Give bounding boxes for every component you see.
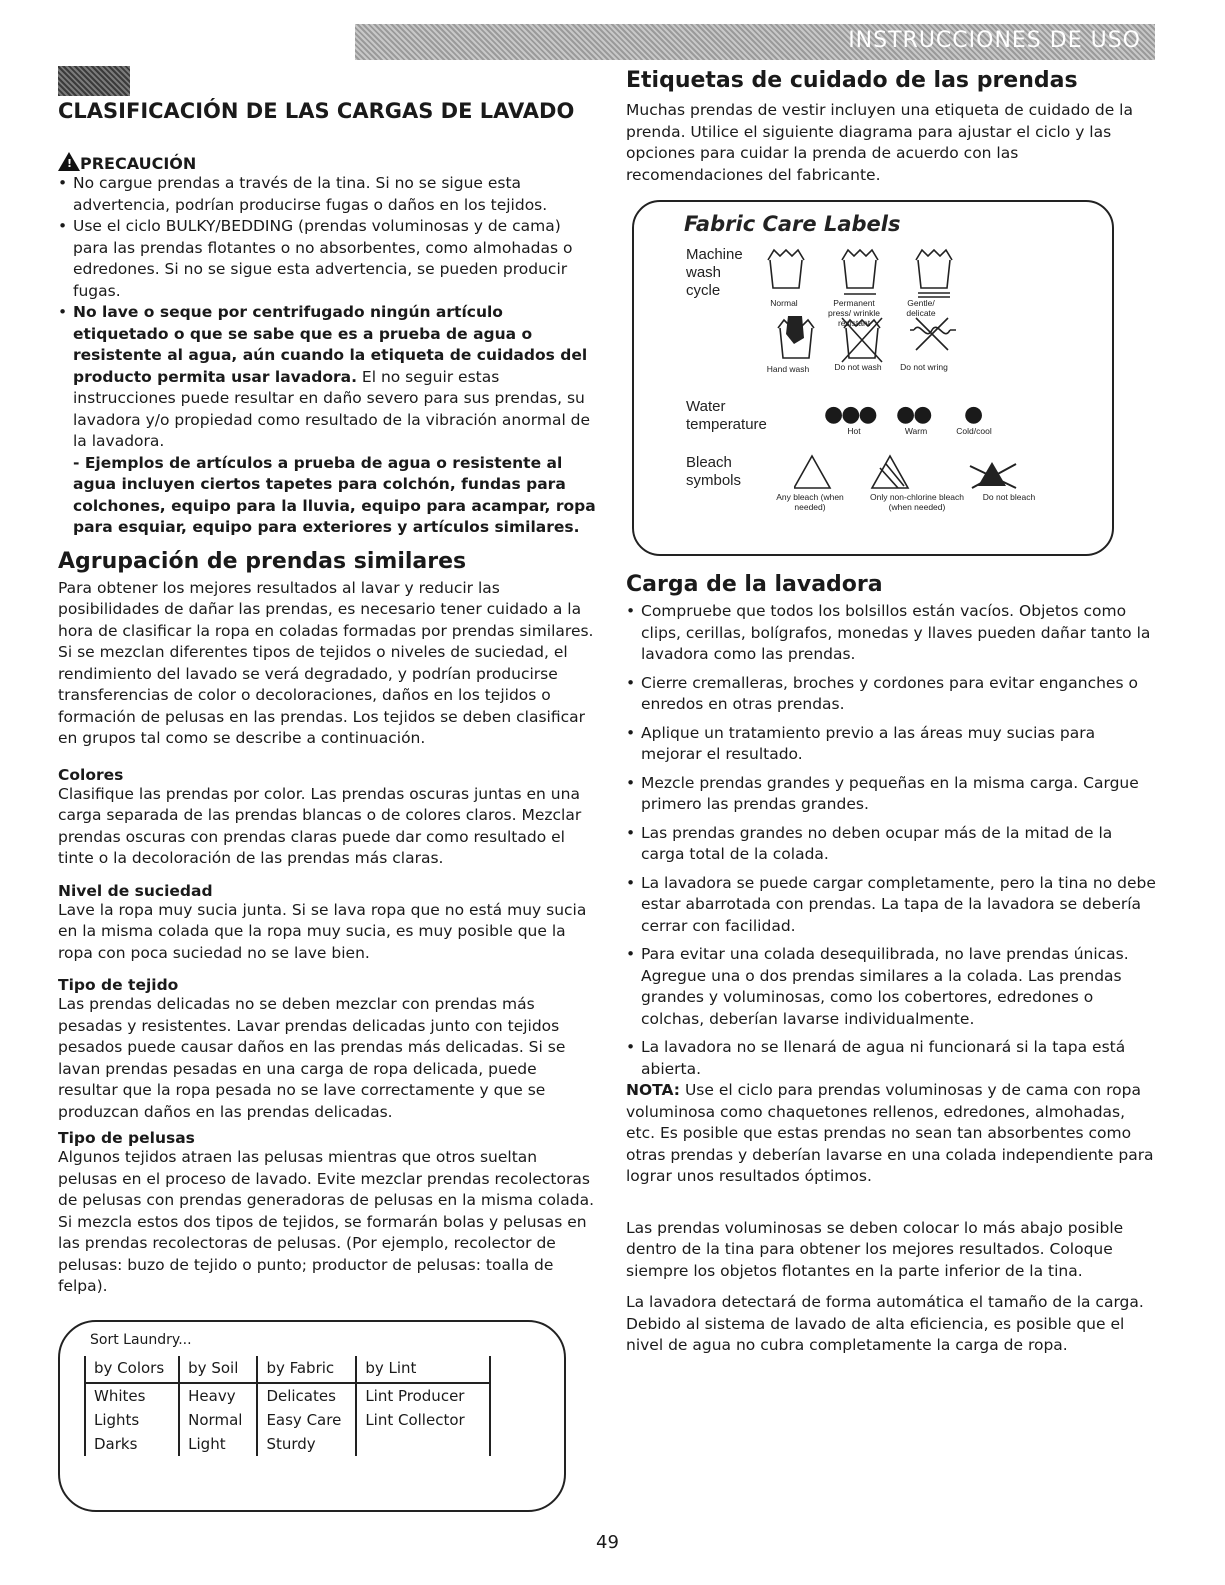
bleach-caption: Only non-chlorine bleach (when needed) xyxy=(869,492,965,512)
colors-text: Clasifique las prendas por color. Las prendas oscuras juntas en una carga separada de las prendas blancas o de colores claros. Mezclar prendas oscuras con prendas claras puede dar como resultado el tinte o la decoloración de las prendas más claras. xyxy=(58,784,582,867)
wash-tub-icons xyxy=(764,240,984,300)
lint-title: Tipo de pelusas xyxy=(58,1129,195,1147)
examples-text: - Ejemplos de artículos a prueba de agua o resistente al agua incluyen ciertos tapetes para colchón, fundas para colchones, equipo para la lluvia, equipo para acampar, ropa para esquiar, equipo para exteriores y artículos similares. xyxy=(73,453,596,536)
wash-caption: Permanent press/ wrinkle resistant xyxy=(828,298,880,328)
hand-caption: Do not wash xyxy=(834,362,882,372)
do-not-wash-icon xyxy=(842,318,882,362)
wash-caption: Gentle/ delicate xyxy=(906,298,936,318)
list-item: • Las prendas grandes no deben ocupar más de la mitad de la carga total de la colada. xyxy=(626,823,1158,866)
sort-laundry-box xyxy=(58,1320,566,1512)
table-header: by Soil xyxy=(179,1356,257,1383)
table-header: by Fabric xyxy=(257,1356,356,1383)
list-item: • La lavadora se puede cargar completamente, pero la tina no debe estar abarrotada con prendas. La tapa de la lavadora se debería cerrar con facilidad. xyxy=(626,873,1158,938)
wash-normal-icon xyxy=(768,250,804,288)
list-item: • No cargue prendas a través de la tina. Si no se sigue esta advertencia, podrían producirse fugas o daños en los tejidos. xyxy=(58,173,598,216)
soil-title: Nivel de suciedad xyxy=(58,881,213,900)
care-labels-text: Muchas prendas de vestir incluyen una etiqueta de cuidado de la prenda. Utilice el siguiente diagrama para ajustar el ciclo y las opciones para cuidar la prenda de acuerdo con las recomendaciones del fabricante. xyxy=(626,101,1133,184)
table-row: Darks Light Sturdy xyxy=(85,1432,490,1456)
list-item: • Use el ciclo BULKY/BEDDING (prendas voluminosas y de cama) para las prendas flotantes o no absorbentes, como almohadas o edredones. Si no se sigue esta advertencia, se pueden producir fugas. xyxy=(58,216,598,302)
non-chlorine-bleach-icon xyxy=(872,456,908,488)
lint-text: Algunos tejidos atraen las pelusas mientras que otros sueltan pelusas en el proceso de lavado. Evite mezclar prendas recolectoras de pelusas con prendas generadoras de pelusas en la misma colada. Si mezcla estos dos tipos de tejidos, se formarán bolas y pelusas en las prendas recolectoras de pelusas. (Por ejemplo, recolector de pelusas: buzo de tejido o punto; productor de pelusas: toalla de felpa). xyxy=(58,1148,594,1295)
colors-title: Colores xyxy=(58,765,124,784)
temp-caption: Cold/cool xyxy=(956,426,992,436)
list-item: • Aplique un tratamiento previo a las áreas muy sucias para mejorar el resultado. xyxy=(626,723,1158,766)
warm-dots-icon: ●● xyxy=(896,402,931,427)
do-not-wring-icon xyxy=(910,318,956,350)
wash-permanent-press-icon xyxy=(842,250,878,294)
page-number: 49 xyxy=(596,1532,619,1553)
temp-caption: Warm xyxy=(904,426,928,436)
grouping-text: Para obtener los mejores resultados al lavar y reducir las posibilidades de dañar las prendas, es necesario tener cuidado a la hora de clasificar la ropa en coladas formadas por prendas similares. Si se mezclan diferentes tipos de tejidos o niveles de suciedad, el rendimiento del lavado se verá degradado, y podrían producirse transferencias de color o decoloraciones, daños en los tejidos o formación de pelusas en las prendas. Los tejidos se deben clasificar en grupos tal como se describe a continuación. xyxy=(58,578,594,747)
bleach-caption: Do not bleach xyxy=(982,492,1036,502)
bleach-symbols-label: Bleach symbols xyxy=(686,454,742,489)
any-bleach-icon xyxy=(794,456,830,488)
precaution-heading: ! PRECAUCIÓN xyxy=(58,152,598,173)
do-not-bleach-icon xyxy=(970,462,1016,488)
warning-icon: ! xyxy=(58,152,80,171)
wash-caption: Normal xyxy=(770,298,798,308)
table-row: Lights Normal Easy Care Lint Collector xyxy=(85,1408,490,1432)
fabric-care-labels-box xyxy=(632,200,1114,556)
load-list xyxy=(626,601,1158,1080)
sort-box-title: Sort Laundry... xyxy=(90,1331,192,1348)
water-level-paragraph: La lavadora detectará de forma automática el tamaño de la carga. Debido al sistema de lavado de alta eficiencia, es posible que el nivel de agua no cubra completamente la carga de ropa. xyxy=(626,1293,1144,1354)
table-header: by Colors xyxy=(85,1356,179,1383)
table-row: Whites Heavy Delicates Lint Producer xyxy=(85,1383,490,1408)
load-title: Carga de la lavadora xyxy=(626,572,883,597)
hot-dots-icon: ●●● xyxy=(824,402,876,427)
precaution-list xyxy=(58,173,598,453)
list-item: • No lave o seque por centrifugado ningún artículo etiquetado o que se sabe que es a prueba de agua o resistente al agua, aún cuando la etiqueta de cuidados del producto permita usar lavadora. El no seguir estas instrucciones puede resultar en daño severo para sus prendas, su lavadora y/o propiedad como resultado de la vibración anormal de la lavadora. xyxy=(58,302,598,453)
cold-dot-icon: ● xyxy=(964,402,982,427)
fabric-title: Tipo de tejido xyxy=(58,976,179,994)
fabric-care-title: Fabric Care Labels xyxy=(684,212,901,236)
sort-table xyxy=(84,1356,491,1456)
bulky-paragraph: Las prendas voluminosas se deben colocar lo más abajo posible dentro de la tina para obtener los mejores resultados. Coloque siempre los objetos flotantes en la parte inferior de la tina. xyxy=(626,1218,1124,1280)
section-title: CLASIFICACIÓN DE LAS CARGAS DE LAVADO xyxy=(58,66,598,126)
grouping-title: Agrupación de prendas similares xyxy=(58,548,467,574)
hand-caption: Hand wash xyxy=(766,364,810,374)
wash-gentle-icon xyxy=(916,250,952,297)
temp-caption: Hot xyxy=(847,426,861,436)
header-band-text: INSTRUCCIONES DE USO xyxy=(848,28,1141,53)
water-temperature-label: Water temperature xyxy=(686,398,767,433)
machine-wash-label: Machine wash cycle xyxy=(686,246,743,299)
section-marker-block xyxy=(58,66,130,96)
list-item: • La lavadora no se llenará de agua ni funcionará si la tapa está abierta. xyxy=(626,1037,1158,1080)
hand-wash-icon xyxy=(778,316,814,358)
section-header-band xyxy=(355,24,1155,60)
bleach-caption: Any bleach (when needed) xyxy=(776,492,844,512)
list-item: • Mezcle prendas grandes y pequeñas en la misma carga. Cargue primero las prendas grandes. xyxy=(626,773,1158,816)
soil-text: Lave la ropa muy sucia junta. Si se lava ropa que no está muy sucia en la misma colada que la ropa muy sucia, es muy posible que la ropa con poca suciedad no se lave bien. xyxy=(58,900,587,962)
hand-caption: Do not wring xyxy=(900,362,948,372)
table-header: by Lint xyxy=(356,1356,490,1383)
list-item: • Compruebe que todos los bolsillos están vacíos. Objetos como clips, cerillas, bolígrafos, monedas y llaves pueden dañar tanto la lavadora como las prendas. xyxy=(626,601,1158,666)
note-paragraph: NOTA: Use el ciclo para prendas voluminosas y de cama con ropa voluminosa como chaquetones rellenos, edredones, almohadas, etc. Es posible que estas prendas no sean tan absorbentes como otras prendas y deberían lavarse en una colada independiente para lograr unos resultados óptimos. xyxy=(626,1081,1154,1185)
list-item: • Cierre cremalleras, broches y cordones para evitar enganches o enredos en otras prendas. xyxy=(626,673,1158,716)
bleach-icons xyxy=(794,454,1034,494)
list-item: • Para evitar una colada desequilibrada, no lave prendas únicas. Agregue una o dos prendas similares a la colada. Las prendas grandes y voluminosas, como los cobertores, edredones o colchas, deberían lavarse individualmente. xyxy=(626,944,1158,1030)
hand-wash-icons xyxy=(774,314,974,366)
care-labels-title: Etiquetas de cuidado de las prendas xyxy=(626,68,1078,93)
left-column xyxy=(58,66,598,1512)
fabric-text: Las prendas delicadas no se deben mezclar con prendas más pesadas y resistentes. Lavar prendas delicadas junto con tejidos pesados puede causar daños en las prendas más delicadas. Si se lavan prendas pesadas en una carga de ropa delicada, puede resultar que la ropa pesada no se lave correctamente y que se produzcan daños en las prendas delicadas. xyxy=(58,995,566,1121)
right-column xyxy=(626,66,1158,1357)
